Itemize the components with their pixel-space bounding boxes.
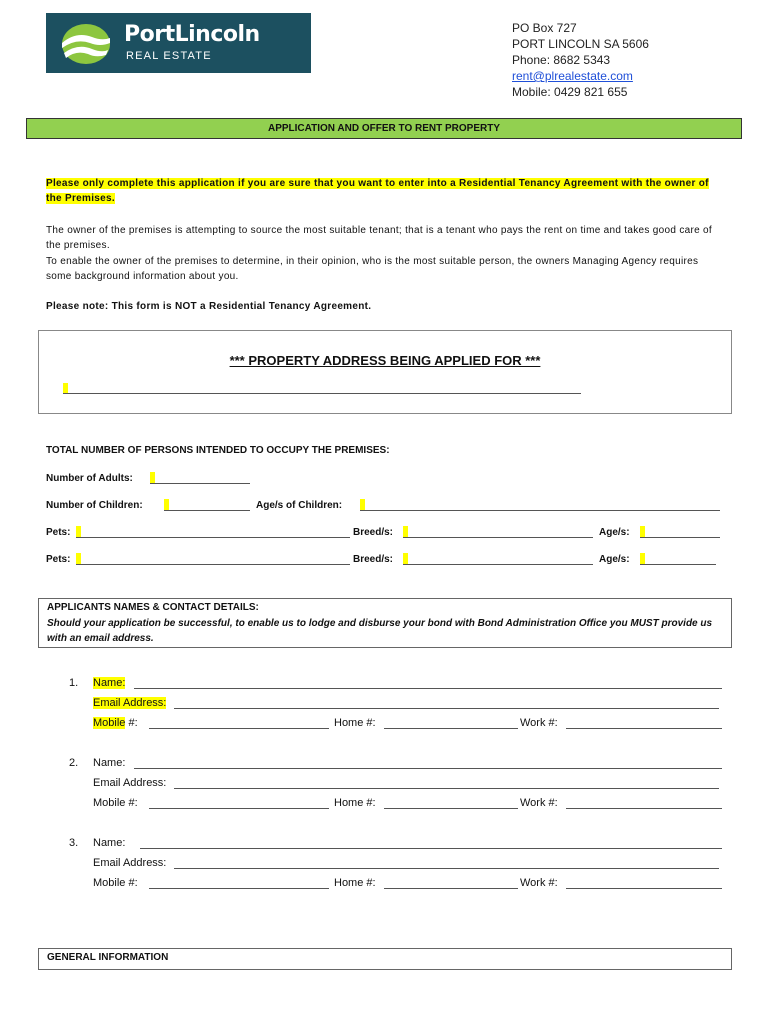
adults-label: Number of Adults: bbox=[46, 473, 133, 484]
applicant-home-label: Home #: bbox=[334, 717, 376, 729]
property-address-field[interactable] bbox=[63, 383, 581, 394]
applicant-name-label: Name: bbox=[93, 677, 126, 689]
form-note: Please note: This form is NOT a Residential Tenancy Agreement. bbox=[46, 301, 372, 312]
applicant-mobile-field[interactable] bbox=[149, 797, 329, 809]
company-logo bbox=[46, 13, 311, 73]
property-address-title: *** PROPERTY ADDRESS BEING APPLIED FOR *** bbox=[229, 353, 541, 368]
logo-subtitle: REAL ESTATE bbox=[126, 50, 212, 62]
breed-field[interactable] bbox=[403, 526, 593, 538]
field-marker bbox=[63, 383, 68, 393]
applicant-name-label: Name: bbox=[93, 837, 126, 849]
applicant-home-field[interactable] bbox=[384, 877, 518, 889]
breed-label: Breed/s: bbox=[353, 527, 394, 538]
applicant-work-field[interactable] bbox=[566, 717, 722, 729]
applicant-home-label: Home #: bbox=[334, 797, 376, 809]
adults-field[interactable] bbox=[150, 472, 250, 484]
warning-text bbox=[46, 176, 726, 206]
children-field[interactable] bbox=[164, 499, 250, 511]
field-marker bbox=[76, 553, 81, 564]
applicant-mobile-label: Mobile #: bbox=[93, 797, 138, 809]
applicants-note: Should your application be successful, to enable us to lodge and disburse your bond with Bond Administration Office you MUST provide us with an email address. bbox=[47, 618, 713, 644]
applicant-work-field[interactable] bbox=[566, 797, 722, 809]
applicant-number: 1. bbox=[69, 677, 79, 689]
applicant-mobile-field[interactable] bbox=[149, 717, 329, 729]
applicant-name-field[interactable] bbox=[140, 837, 722, 849]
general-info-heading: GENERAL INFORMATION bbox=[47, 952, 169, 963]
pet-age-field[interactable] bbox=[640, 526, 720, 538]
pet-age-label: Age/s: bbox=[599, 527, 630, 538]
applicant-work-label: Work #: bbox=[520, 877, 558, 889]
warning-highlight: Please only complete this application if you are sure that you want to enter into a Residential Tenancy Agreement with the owner of the Premises. bbox=[46, 178, 709, 204]
applicant-name-field[interactable] bbox=[134, 677, 722, 689]
applicant-mobile-label: Mobile #: bbox=[93, 717, 138, 729]
intro-paragraph-2: To enable the owner of the premises to determine, in their opinion, who is the most suitable person, the owners Managing Agency requires some background information about you. bbox=[46, 256, 699, 282]
pets-label: Pets: bbox=[46, 554, 71, 565]
field-marker bbox=[640, 526, 645, 537]
applicant-email-field[interactable] bbox=[174, 777, 719, 789]
applicant-work-label: Work #: bbox=[520, 717, 558, 729]
applicant-email-label: Email Address: bbox=[93, 777, 167, 789]
applicant-home-field[interactable] bbox=[384, 717, 518, 729]
applicant-mobile-label: Mobile #: bbox=[93, 877, 138, 889]
hills-logo-icon bbox=[46, 13, 126, 73]
mobile-number: Mobile: 0429 821 655 bbox=[512, 85, 628, 99]
intro-paragraph-1: The owner of the premises is attempting to source the most suitable tenant; that is a tenant who pays the rent on time and takes good care of the premises. bbox=[46, 225, 712, 251]
field-marker bbox=[640, 553, 645, 564]
applicant-email-field[interactable] bbox=[174, 697, 719, 709]
applicant-work-field[interactable] bbox=[566, 877, 722, 889]
property-address-box bbox=[38, 330, 732, 414]
email-link[interactable]: rent@plrealestate.com bbox=[512, 69, 633, 83]
applicant-number: 2. bbox=[69, 757, 79, 769]
pet-age-label: Age/s: bbox=[599, 554, 630, 565]
contact-block bbox=[512, 20, 649, 100]
city-address: PORT LINCOLN SA 5606 bbox=[512, 37, 649, 51]
field-marker bbox=[403, 553, 408, 564]
breed-label: Breed/s: bbox=[353, 554, 394, 565]
pets-field[interactable] bbox=[76, 526, 350, 538]
applicant-work-label: Work #: bbox=[520, 797, 558, 809]
general-info-section-header bbox=[38, 948, 732, 970]
applicant-home-field[interactable] bbox=[384, 797, 518, 809]
children-ages-label: Age/s of Children: bbox=[256, 500, 343, 511]
applicant-email-label: Email Address: bbox=[93, 697, 167, 709]
logo-name: PortLincoln bbox=[124, 22, 260, 47]
pets-field[interactable] bbox=[76, 553, 350, 565]
breed-field[interactable] bbox=[403, 553, 593, 565]
field-marker bbox=[403, 526, 408, 537]
field-marker bbox=[360, 499, 365, 510]
field-marker bbox=[164, 499, 169, 510]
applicants-heading: APPLICANTS NAMES & CONTACT DETAILS: bbox=[47, 602, 259, 613]
phone-number: Phone: 8682 5343 bbox=[512, 53, 611, 67]
applicants-section-header bbox=[38, 598, 732, 648]
applicant-home-label: Home #: bbox=[334, 877, 376, 889]
occupants-heading: TOTAL NUMBER OF PERSONS INTENDED TO OCCUPY THE PREMISES: bbox=[46, 445, 390, 456]
po-box: PO Box 727 bbox=[512, 21, 577, 35]
field-marker bbox=[76, 526, 81, 537]
field-marker bbox=[150, 472, 155, 483]
applicant-email-label: Email Address: bbox=[93, 857, 167, 869]
children-label: Number of Children: bbox=[46, 500, 143, 511]
form-title-banner: APPLICATION AND OFFER TO RENT PROPERTY bbox=[26, 118, 742, 139]
applicant-number: 3. bbox=[69, 837, 79, 849]
applicant-mobile-field[interactable] bbox=[149, 877, 329, 889]
applicant-name-label: Name: bbox=[93, 757, 126, 769]
children-ages-field[interactable] bbox=[360, 499, 720, 511]
applicant-name-field[interactable] bbox=[134, 757, 722, 769]
pet-age-field[interactable] bbox=[640, 553, 716, 565]
applicant-email-field[interactable] bbox=[174, 857, 719, 869]
pets-label: Pets: bbox=[46, 527, 71, 538]
